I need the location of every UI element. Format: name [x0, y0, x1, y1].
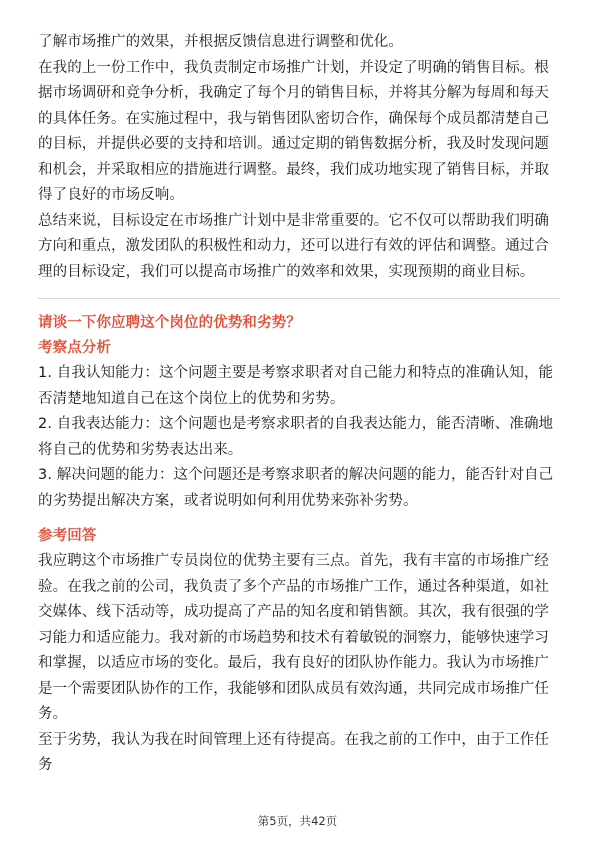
- analysis-item: 3. 解决问题的能力：这个问题还是考察求职者的解决问题的能力，能否针对自己的劣势提出解决方案，或者说明如何利用优势来弥补劣势。: [38, 467, 554, 509]
- analysis-item: 2. 自我表达能力：这个问题也是考察求职者的自我表达能力，能否清晰、准确地将自己的优势和劣势表达出来。: [38, 416, 554, 458]
- answer-heading: 参考回答: [38, 528, 97, 544]
- section-divider: [38, 298, 560, 299]
- analysis-heading: 考察点分析: [38, 340, 111, 356]
- body-paragraph: 总结来说，目标设定在市场推广计划中是非常重要的。它不仅可以帮助我们明确方向和重点，激发团队的积极性和动力，还可以进行有效的评估和调整。通过合理的目标设定，我们可以提高市场推广的效率和效果，实现预期的商业目标。: [38, 212, 549, 280]
- document-page: [38, 30, 560, 779]
- answer-paragraph: 我应聘这个市场推广专员岗位的优势主要有三点。首先，我有丰富的市场推广经验。在我之前的公司，我负责了多个产品的市场推广工作，通过各种渠道，如社交媒体、线下活动等，成功提高了产品的知名度和销售额。其次，我有很强的学习能力和适应能力。我对新的市场趋势和技术有着敏锐的洞察力，能够快速学习和掌握，以适应市场的变化。最后，我有良好的团队协作能力。我认为市场推广是一个需要团队协作的工作，我能够和团队成员有效沟通，共同完成市场推广任务。: [38, 553, 549, 722]
- page-number: 第5页，共42页: [257, 814, 338, 828]
- body-paragraph: 在我的上一份工作中，我负责制定市场推广计划，并设定了明确的销售目标。根据市场调研和竞争分析，我确定了每个月的销售目标，并将其分解为每周和每天的具体任务。在实施过程中，我与销售团队密切合作，确保每个成员都清楚自己的目标，并提供必要的支持和培训。通过定期的销售数据分析，我及时发现问题和机会，并采取相应的措施进行调整。最终，我们成功地实现了销售目标，并取得了良好的市场反响。: [38, 59, 549, 203]
- analysis-item: 1. 自我认知能力：这个问题主要是考察求职者对自己能力和特点的准确认知，能否清楚地知道自己在这个岗位上的优势和劣势。: [38, 365, 554, 407]
- answer-paragraph: 至于劣势，我认为我在时间管理上还有待提高。在我之前的工作中，由于工作任务: [38, 731, 549, 773]
- body-paragraph: 了解市场推广的效果，并根据反馈信息进行调整和优化。: [38, 34, 403, 50]
- interview-question: 请谈一下你应聘这个岗位的优势和劣势？: [38, 315, 301, 331]
